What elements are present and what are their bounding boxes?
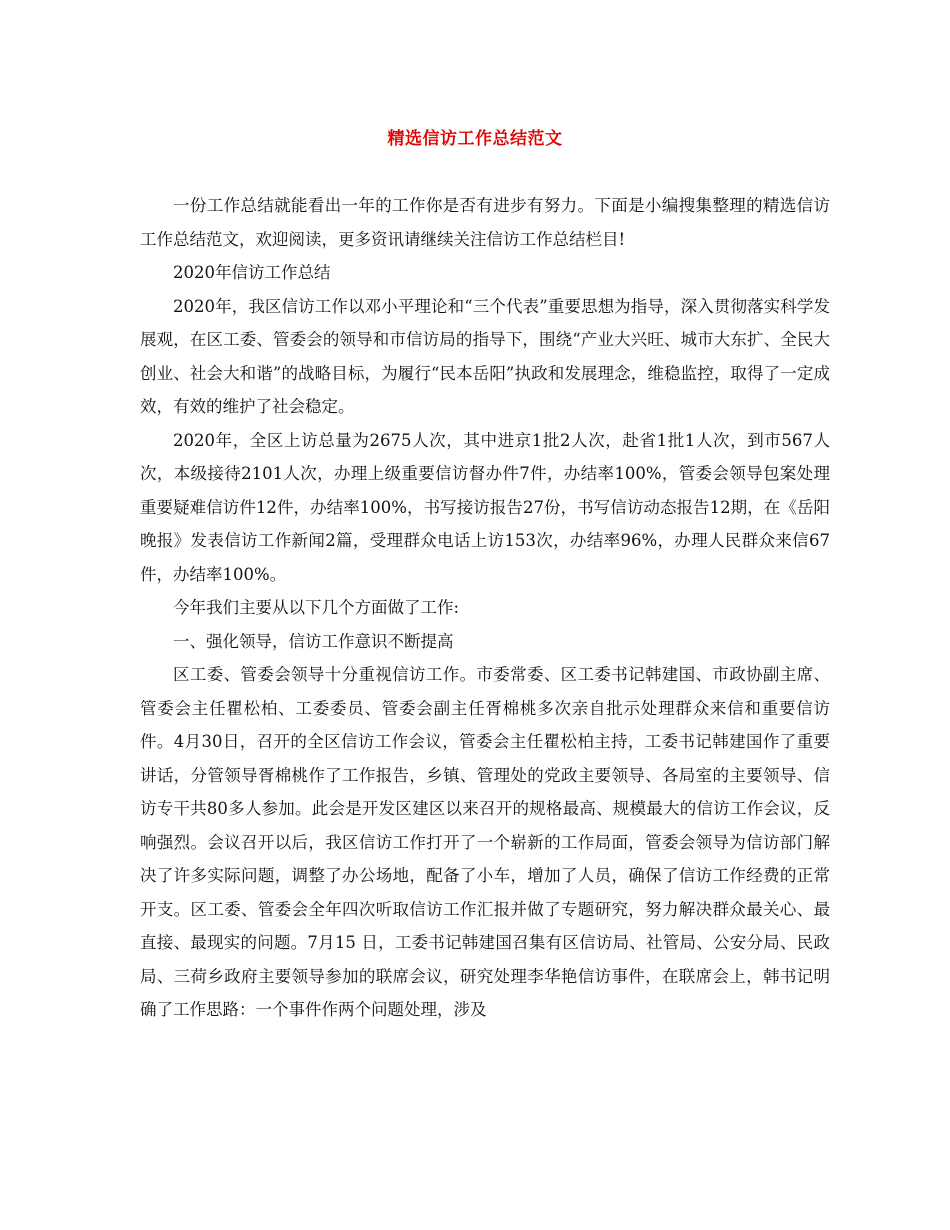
section-heading-leadership: 一、强化领导，信访工作意识不断提高	[173, 631, 454, 651]
document-title: 精选信访工作总结范文	[387, 129, 563, 149]
statistics-paragraph: 2020年，全区上访总量为2675人次，其中进京1批2人次，赴省1批1人次，到市567人次，本级接待2101人次，办理上级重要信访督办件7件，办结率100%，管委会领导包案处理重要疑难信访件12件，办结率100%，书写接访报告27份，书写信访动态报告12期，在《岳阳晚报》发表信访工作新闻2篇，受理群众电话上访153次，办结率96%，办理人民群众来信67 件，办结率100%。	[140, 430, 830, 584]
intro-paragraph: 一份工作总结就能看出一年的工作你是否有进步有努力。下面是小编搜集整理的精选信访工作总结范文，欢迎阅读，更多资讯请继续关注信访工作总结栏目!	[140, 196, 830, 249]
leadership-paragraph: 区工委、管委会领导十分重视信访工作。市委常委、区工委书记韩建国、市政协副主席、管委会主任瞿松柏、工委委员、管委会副主任胥棉桃多次亲自批示处理群众来信和重要信访件。4月30日，召开的全区信访工作会议，管委会主任瞿松柏主持，工委书记韩建国作了重要讲话，分管领导胥棉桃作了工作报告，乡镇、管理处的党政主要领导、各局室的主要领导、信访专干共80多人参加。此会是开发区建区以来召开的规格最高、规模最大的信访工作会议，反响强烈。会议召开以后，我区信访工作打开了一个崭新的工作局面，管委会领导为信访部门解决了许多实际问题，调整了办公场地，配备了小车，增加了人员，确保了信访工作经费的正常开支。区工委、管委会全年四次听取信访工作汇报并做了专题研究，努力解决群众最关心、最直接、最现实的问题。7月15 日，工委书记韩建国召集有区信访局、社管局、公安分局、民政局、三荷乡政府主要领导参加的联席会议，研究处理李华艳信访事件，在联席会上，韩书记明确了工作思路：一个事件作两个问题处理，涉及	[140, 665, 830, 1019]
document-body	[140, 189, 830, 1027]
overview-paragraph: 2020年，我区信访工作以邓小平理论和“三个代表”重要思想为指导，深入贯彻落实科学发展观，在区工委、管委会的领导和市信访局的指导下，围绕“产业大兴旺、城市大东扩、全民大创业、社会大和谐”的战略目标，为履行“民本岳阳”执政和发展理念，维稳监控，取得了一定成效，有效的维护了社会稳定。	[140, 296, 830, 416]
work-intro-paragraph: 今年我们主要从以下几个方面做了工作:	[173, 598, 460, 617]
section-heading-2020-summary: 2020年信访工作总结	[173, 263, 331, 282]
